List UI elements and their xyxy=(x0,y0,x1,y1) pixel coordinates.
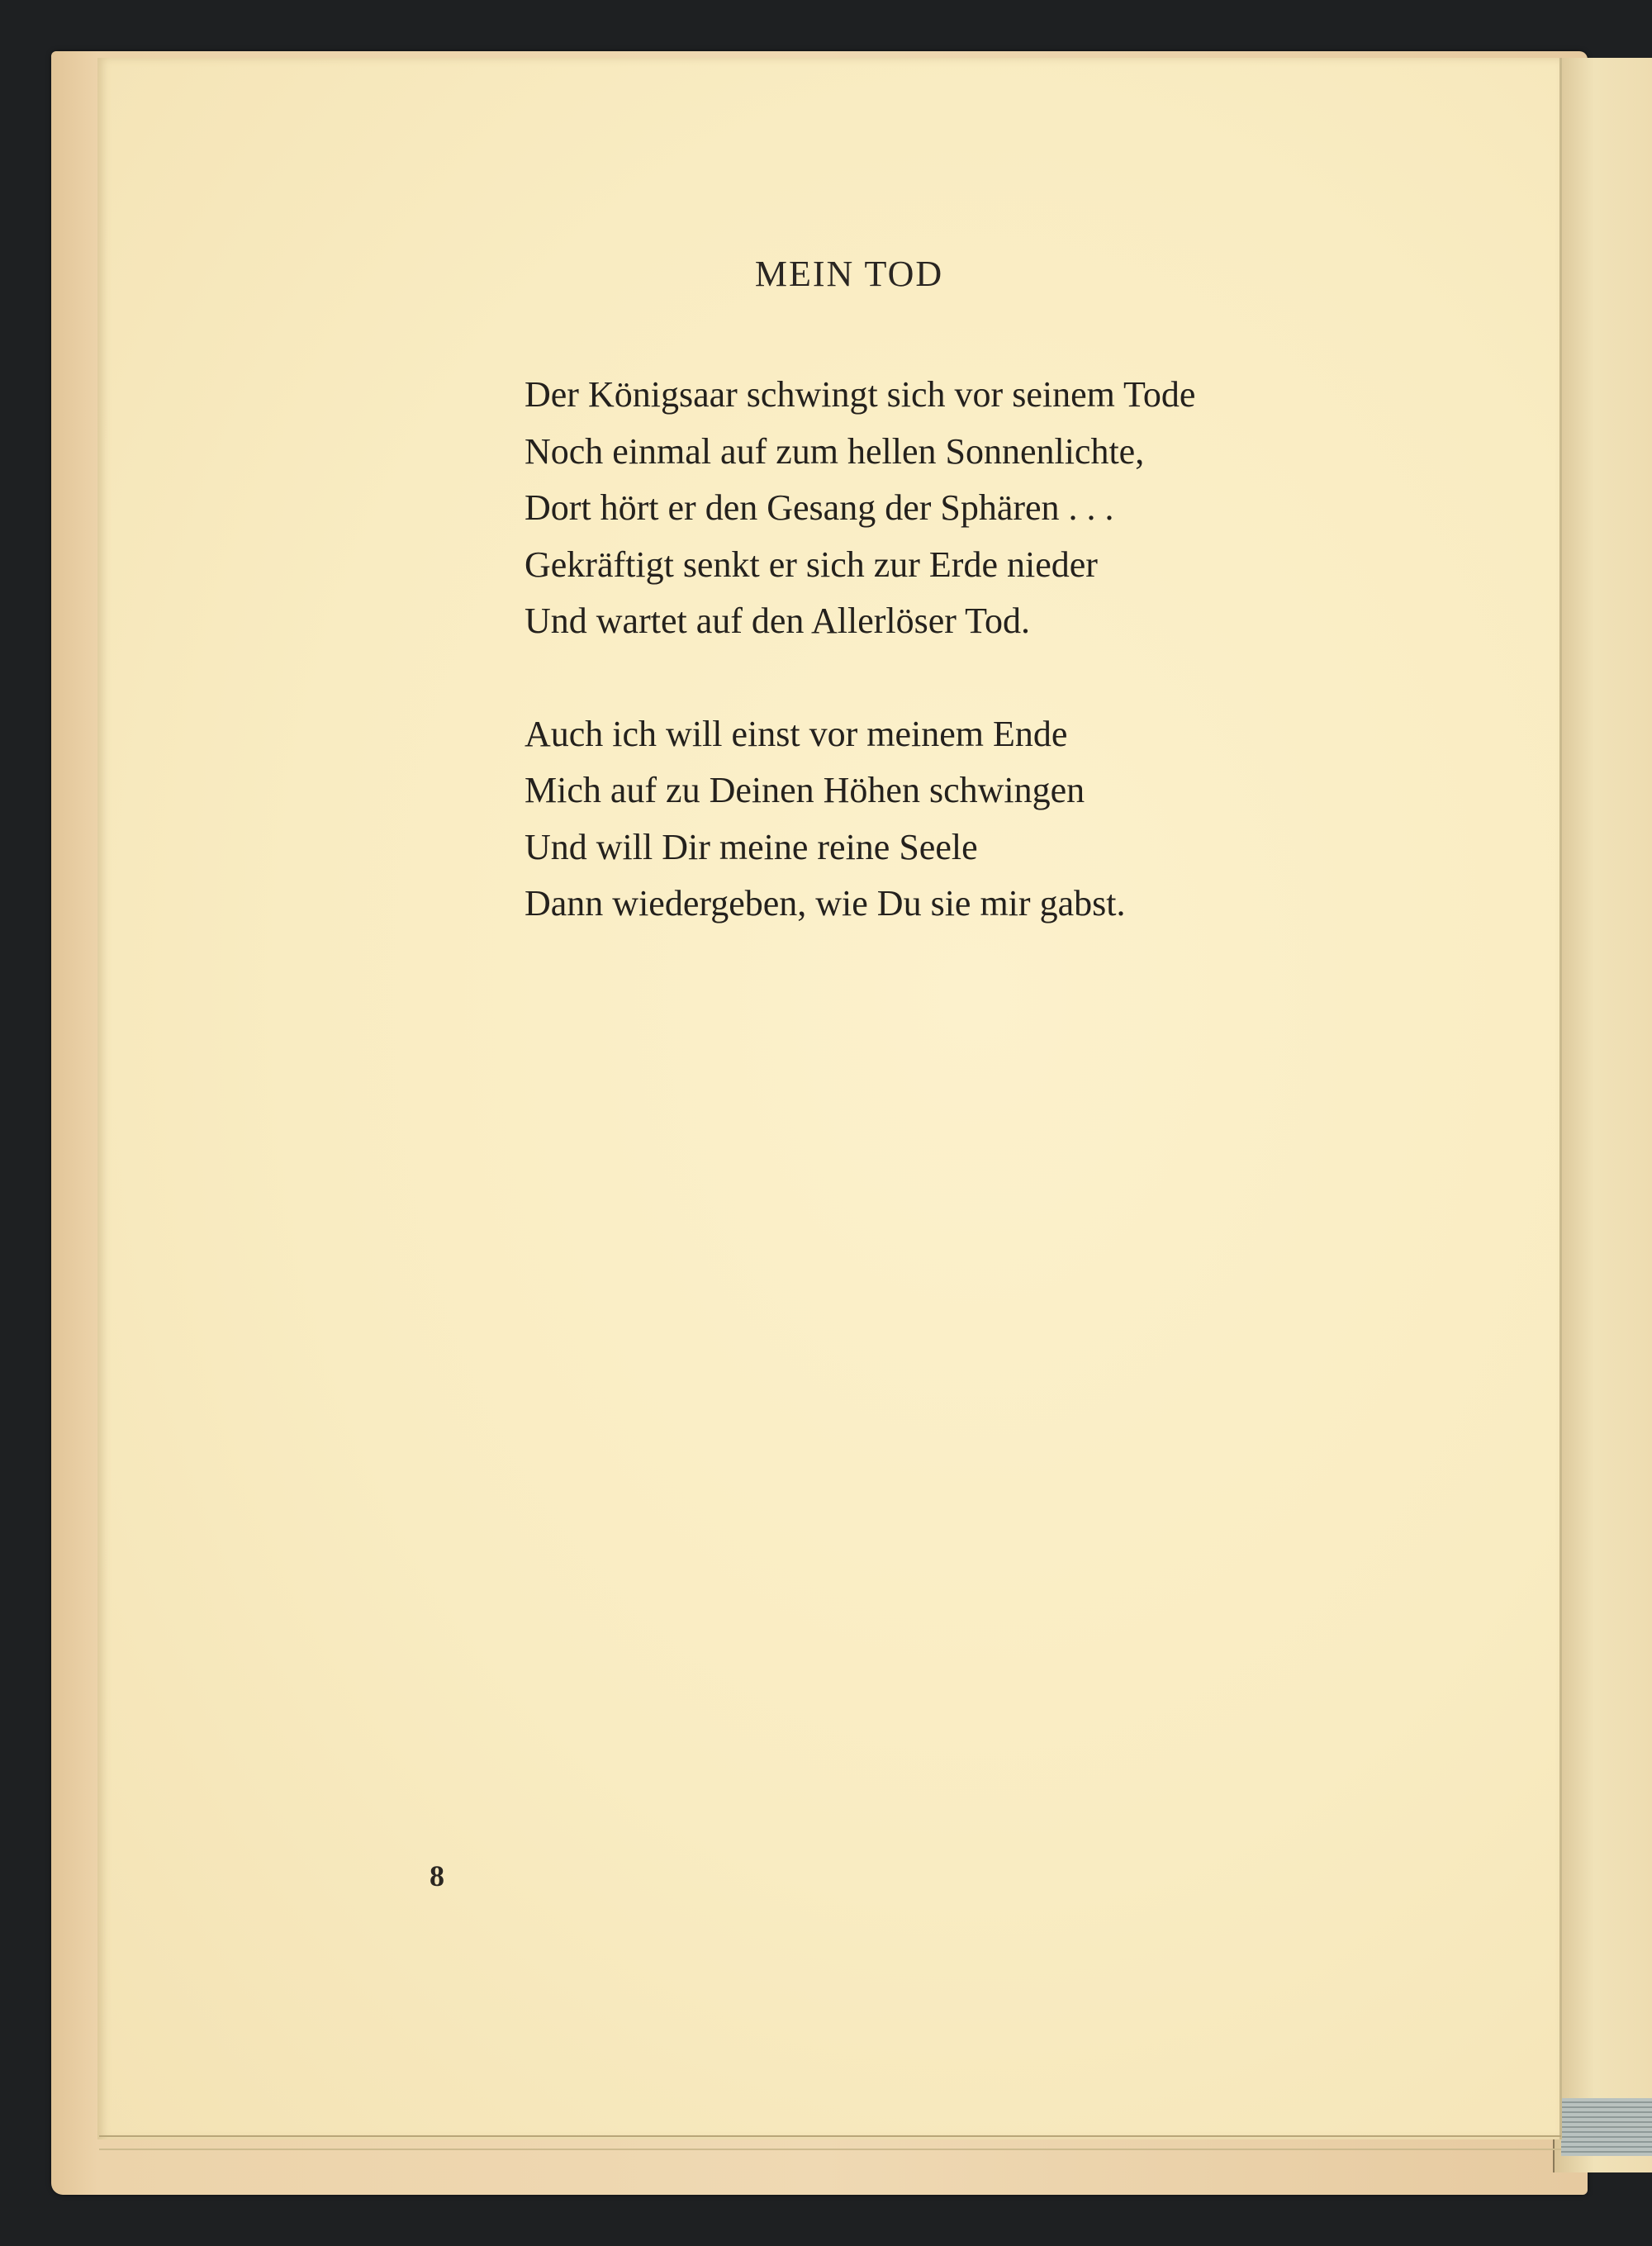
poem-line: Dann wiedergeben, wie Du sie mir gabst. xyxy=(525,883,1126,924)
poem-line: Dort hört er den Gesang der Sphären . . . xyxy=(525,487,1114,528)
poem-line: Und wartet auf den Allerlöser Tod. xyxy=(525,601,1030,641)
book-page xyxy=(97,58,1562,2139)
adjacent-page-stack xyxy=(1561,2098,1652,2156)
poem-line: Und will Dir meine reine Seele xyxy=(525,826,978,867)
page-bottom-edge xyxy=(99,2135,1561,2150)
poem-line: Mich auf zu Deinen Höhen schwingen xyxy=(525,770,1085,810)
adjacent-page-edge xyxy=(1553,58,1652,2172)
stanza-1 xyxy=(525,367,1195,650)
poem-line: Noch einmal auf zum hellen Sonnenlichte, xyxy=(525,430,1145,472)
poem-body xyxy=(525,367,1195,989)
stanza-2 xyxy=(525,706,1195,933)
page-number: 8 xyxy=(430,1859,444,1892)
poem-line: Der Königsaar schwingt sich vor seinem Tode xyxy=(525,374,1196,415)
poem-line: Auch ich will einst vor meinem Ende xyxy=(525,713,1068,754)
poem-line: Gekräftigt senkt er sich zur Erde nieder xyxy=(525,544,1098,585)
poem-title: MEIN TOD xyxy=(754,254,944,294)
